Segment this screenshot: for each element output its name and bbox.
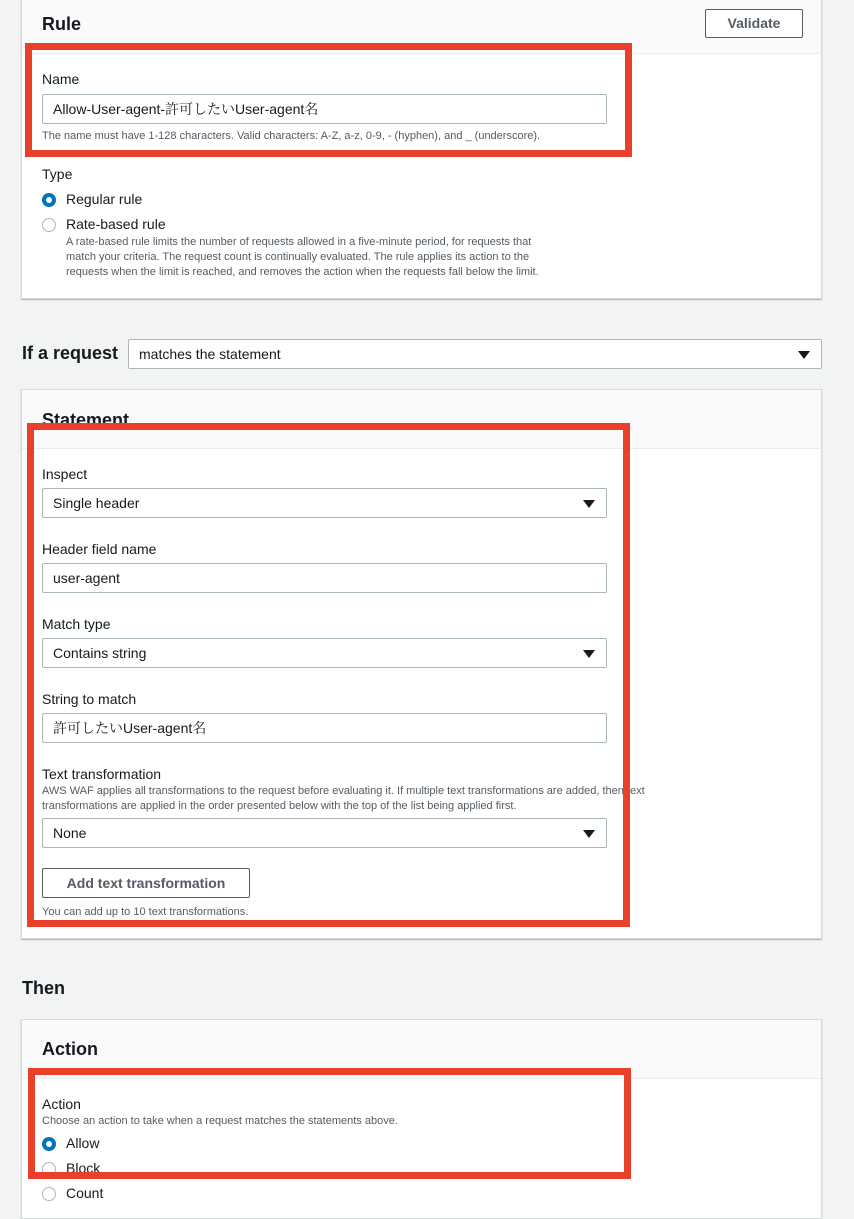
header-field-name-label: Header field name — [42, 541, 157, 557]
statement-panel — [21, 389, 822, 939]
name-field[interactable]: Allow-User-agent-許可したいUser-agent名 — [42, 94, 607, 124]
action-title: Action — [42, 1039, 98, 1059]
rate-based-rule-label[interactable]: Rate-based rule — [66, 216, 166, 232]
allow-radio[interactable] — [42, 1137, 56, 1151]
count-radio[interactable] — [42, 1187, 56, 1201]
rate-based-desc-line-2: match your criteria. The request count is continually evaluated. The rule applies its action to the — [66, 251, 530, 263]
type-label: Type — [42, 166, 73, 182]
inspect-select-value: Single header — [53, 495, 140, 511]
action-panel — [21, 1019, 822, 1219]
rule-title: Rule — [42, 14, 82, 34]
string-to-match-input[interactable]: 許可したいUser-agent名 — [42, 713, 607, 743]
text-transformation-desc-line-2: transformations are applied in the order presented below with the top of the list being applied first. — [42, 800, 517, 812]
if-request-select[interactable] — [128, 339, 822, 369]
action-label: Action — [42, 1096, 81, 1112]
action-desc: Choose an action to take when a request matches the statements above. — [42, 1115, 398, 1127]
if-request-label: If a request — [22, 343, 119, 363]
text-transformation-label: Text transformation — [42, 766, 162, 782]
rate-based-desc-line-3: requests when the limit is reached, and removes the action when the requests fall below the limit. — [66, 266, 539, 278]
statement-title: Statement — [42, 410, 130, 430]
then-label: Then — [22, 978, 65, 998]
validate-button[interactable]: Validate — [705, 9, 803, 38]
match-type-label: Match type — [42, 616, 111, 632]
inspect-select[interactable] — [42, 488, 607, 518]
header-field-name-input[interactable]: user-agent — [42, 563, 607, 593]
match-type-select[interactable] — [42, 638, 607, 668]
rule-panel — [21, 0, 822, 299]
add-transformation-hint: You can add up to 10 text transformations. — [42, 906, 249, 918]
if-request-select-value: matches the statement — [139, 346, 281, 362]
text-transformation-desc-line-1: AWS WAF applies all transformations to the request before evaluating it. If multiple text transformations are added, then text — [42, 785, 645, 797]
regular-rule-radio[interactable] — [42, 193, 56, 207]
block-radio[interactable] — [42, 1162, 56, 1176]
count-label[interactable]: Count — [66, 1185, 104, 1201]
regular-rule-label[interactable]: Regular rule — [66, 191, 143, 207]
text-transformation-select[interactable] — [42, 818, 607, 848]
text-transformation-select-value: None — [53, 825, 87, 841]
statement-panel-header — [22, 390, 821, 449]
chevron-down-icon — [798, 351, 810, 359]
string-to-match-label: String to match — [42, 691, 137, 707]
chevron-down-icon — [583, 830, 595, 838]
match-type-select-value: Contains string — [53, 645, 147, 661]
rate-based-rule-radio[interactable] — [42, 218, 56, 232]
add-text-transformation-button[interactable]: Add text transformation — [42, 868, 250, 898]
name-hint: The name must have 1-128 characters. Valid characters: A-Z, a-z, 0-9, - (hyphen), and _ (underscore). — [42, 130, 541, 142]
rate-based-desc-line-1: A rate-based rule limits the number of requests allowed in a five-minute period, for requests that — [66, 236, 532, 248]
action-panel-header — [22, 1020, 821, 1079]
rule-panel-header — [22, 0, 821, 54]
inspect-label: Inspect — [42, 466, 88, 482]
chevron-down-icon — [583, 650, 595, 658]
allow-label[interactable]: Allow — [66, 1135, 100, 1151]
chevron-down-icon — [583, 500, 595, 508]
block-label[interactable]: Block — [66, 1160, 101, 1176]
name-label: Name — [42, 71, 80, 87]
